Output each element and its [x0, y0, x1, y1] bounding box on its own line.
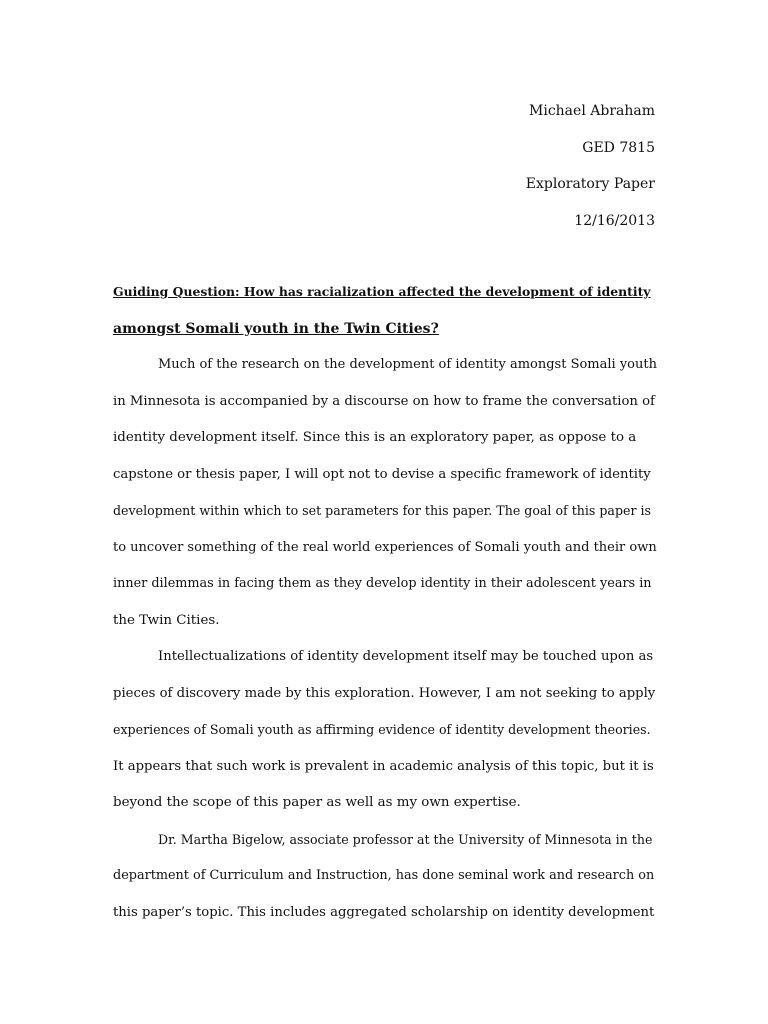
paragraph-line: to uncover something of the real world experiences of Somali youth and their own	[113, 539, 657, 555]
paper-type: Exploratory Paper	[525, 176, 655, 192]
author-name: Michael Abraham	[529, 103, 655, 119]
paragraph-line: It appears that such work is prevalent in academic analysis of this topic, but it is	[113, 758, 654, 774]
paragraph-3	[113, 822, 658, 932]
paragraph-line: Dr. Martha Bigelow, associate professor at the University of Minnesota in the	[158, 831, 653, 847]
course-code: GED 7815	[582, 139, 655, 156]
paragraph-line: development within which to set parameters for this paper. The goal of this paper is	[113, 503, 651, 518]
paper-body	[113, 274, 658, 931]
paragraph-line: in Minnesota is accompanied by a discourse on how to frame the conversation of	[113, 393, 655, 409]
paragraph-line: department of Curriculum and Instruction, has done seminal work and research on	[113, 868, 655, 883]
paragraph-line: inner dilemmas in facing them as they develop identity in their adolescent years in	[113, 576, 652, 591]
paragraph-line: the Twin Cities.	[113, 612, 220, 628]
paragraph-line: identity development itself. Since this is an exploratory paper, as oppose to a	[113, 430, 637, 445]
paragraph-2	[113, 639, 658, 822]
paper-date: 12/16/2013	[574, 212, 655, 229]
paper-header	[526, 93, 655, 239]
guiding-question	[113, 274, 658, 347]
paragraph-line: experiences of Somali youth as affirming evidence of identity development theories.	[113, 722, 651, 737]
paragraph-line: beyond the scope of this paper as well as my own expertise.	[113, 795, 521, 810]
paragraph-line: Intellectualizations of identity development itself may be touched upon as	[158, 649, 654, 664]
guiding-question-line: Guiding Question: How has racialization affected the development of identity	[113, 284, 651, 299]
paragraph-1	[113, 347, 658, 639]
paragraph-line: pieces of discovery made by this exploration. However, I am not seeking to apply	[113, 685, 656, 701]
paragraph-line: capstone or thesis paper, I will opt not to devise a specific framework of identity	[113, 466, 651, 482]
paragraph-line: Much of the research on the development of identity amongst Somali youth	[158, 357, 657, 372]
paragraph-line: this paper’s topic. This includes aggregated scholarship on identity development	[113, 904, 655, 920]
guiding-question-line: amongst Somali youth in the Twin Cities?	[113, 320, 439, 337]
